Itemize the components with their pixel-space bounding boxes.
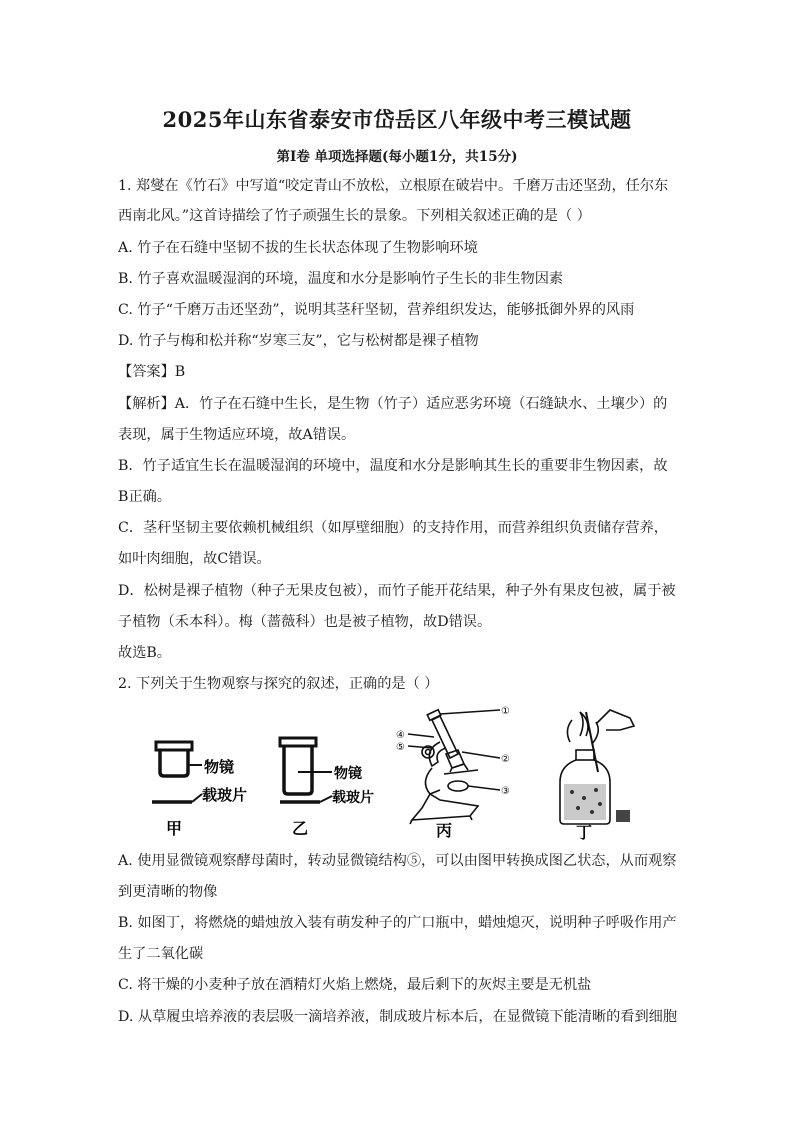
option-b: B. 竹子喜欢温暖湿润的环境，温度和水分是影响竹子生长的非生物因素 <box>118 271 564 287</box>
option-a: A. 使用显微镜观察酵母菌时，转动显微镜结构⑤，可以由图甲转换成图乙状态，从而观察 <box>118 853 677 869</box>
jar-candle-icon <box>560 710 634 824</box>
question-2: 2. 下列关于生物观察与探究的叙述，正确的是（ ） <box>118 676 439 692</box>
marker-1: ① <box>501 706 510 717</box>
label-yi: 乙 <box>292 819 309 838</box>
figure-yi <box>280 738 374 838</box>
objective-label: 物镜 <box>204 758 235 776</box>
label-bing: 丙 <box>436 821 453 840</box>
experiment-figure <box>140 702 660 842</box>
option-b: B. 如图丁，将燃烧的蜡烛放入装有萌发种子的广口瓶中，蜡烛熄灭，说明种子呼吸作用产 <box>118 915 677 931</box>
analysis-line: 故选B。 <box>118 645 171 661</box>
option-d: D. 竹子与梅和松并称“岁寒三友”，它与松树都是裸子植物 <box>118 333 479 349</box>
marker-3: ③ <box>501 786 510 797</box>
analysis-line: 【解析】A．竹子在石缝中生长，是生物（竹子）适应恶劣环境（石缝缺水、土壤少）的 <box>118 396 668 412</box>
label-jia: 甲 <box>166 819 183 838</box>
option-c: C. 竹子“千磨万击还坚劲”，说明其茎秆坚韧，营养组织发达，能够抵御外界的风雨 <box>118 302 635 318</box>
option-a-cont: 到更清晰的物像 <box>118 884 218 900</box>
analysis-line: 表现，属于生物适应环境，故A错误。 <box>118 427 356 443</box>
analysis-line: B正确。 <box>118 489 171 505</box>
marker-2: ② <box>501 754 510 765</box>
option-c: C. 将干燥的小麦种子放在酒精灯火焰上燃烧，最后剩下的灰烬主要是无机盐 <box>118 977 592 993</box>
slide-label: 载玻片 <box>332 790 374 806</box>
option-b-cont: 生了二氧化碳 <box>118 946 204 962</box>
analysis-line: 子植物（禾本科）。梅（蔷薇科）也是被子植物，故D错误。 <box>118 614 492 630</box>
objective-body-icon <box>284 746 312 794</box>
objective-label: 物镜 <box>334 766 362 782</box>
slide-label: 载玻片 <box>202 786 248 804</box>
objective-top <box>280 738 316 746</box>
pointer-line <box>192 794 202 802</box>
pointer-line <box>320 796 332 802</box>
objective-top <box>156 742 192 750</box>
option-a: A. 竹子在石缝中坚韧不拔的生长状态体现了生物影响环境 <box>118 240 478 256</box>
label-ding: 丁 <box>576 823 593 842</box>
figure-svg <box>140 702 660 842</box>
analysis-line: B．竹子适宜生长在温暖湿润的环境中，温度和水分是影响其生长的重要非生物因素，故 <box>118 458 668 474</box>
marker-4: ④ <box>396 730 405 741</box>
page-title: 2025年山东省泰安市岱岳区八年级中考三模试题 <box>162 107 632 132</box>
text-line: 1. 郑燮在《竹石》中写道“咬定青山不放松，立根原在破岩中。千磨万击还坚劲，任尔东 <box>118 178 669 194</box>
objective-body-icon <box>160 750 188 776</box>
analysis-line: 如叶肉细胞，故C错误。 <box>118 551 271 567</box>
analysis-line: C．茎秆坚韧主要依赖机械组织（如厚壁细胞）的支持作用，而营养组织负责储存营养， <box>118 520 668 536</box>
section-heading: 第Ⅰ卷 单项选择题(每小题1分，共15分) <box>276 149 518 165</box>
text-line: 西南北风。”这首诗描绘了竹子顽强生长的景象。下列相关叙述正确的是（ ） <box>118 208 591 224</box>
marker-5: ⑤ <box>396 742 405 753</box>
analysis-line: D．松树是裸子植物（种子无果皮包被），而竹子能开花结果，种子外有果皮包被，属于被 <box>118 583 676 599</box>
option-d: D. 从草履虫培养液的表层吸一滴培养液，制成玻片标本后，在显微镜下能清晰的看到细胞 <box>118 1009 678 1025</box>
microscope-icon <box>408 710 500 824</box>
answer-line: 【答案】B <box>118 364 186 380</box>
figure-jia <box>152 742 247 838</box>
